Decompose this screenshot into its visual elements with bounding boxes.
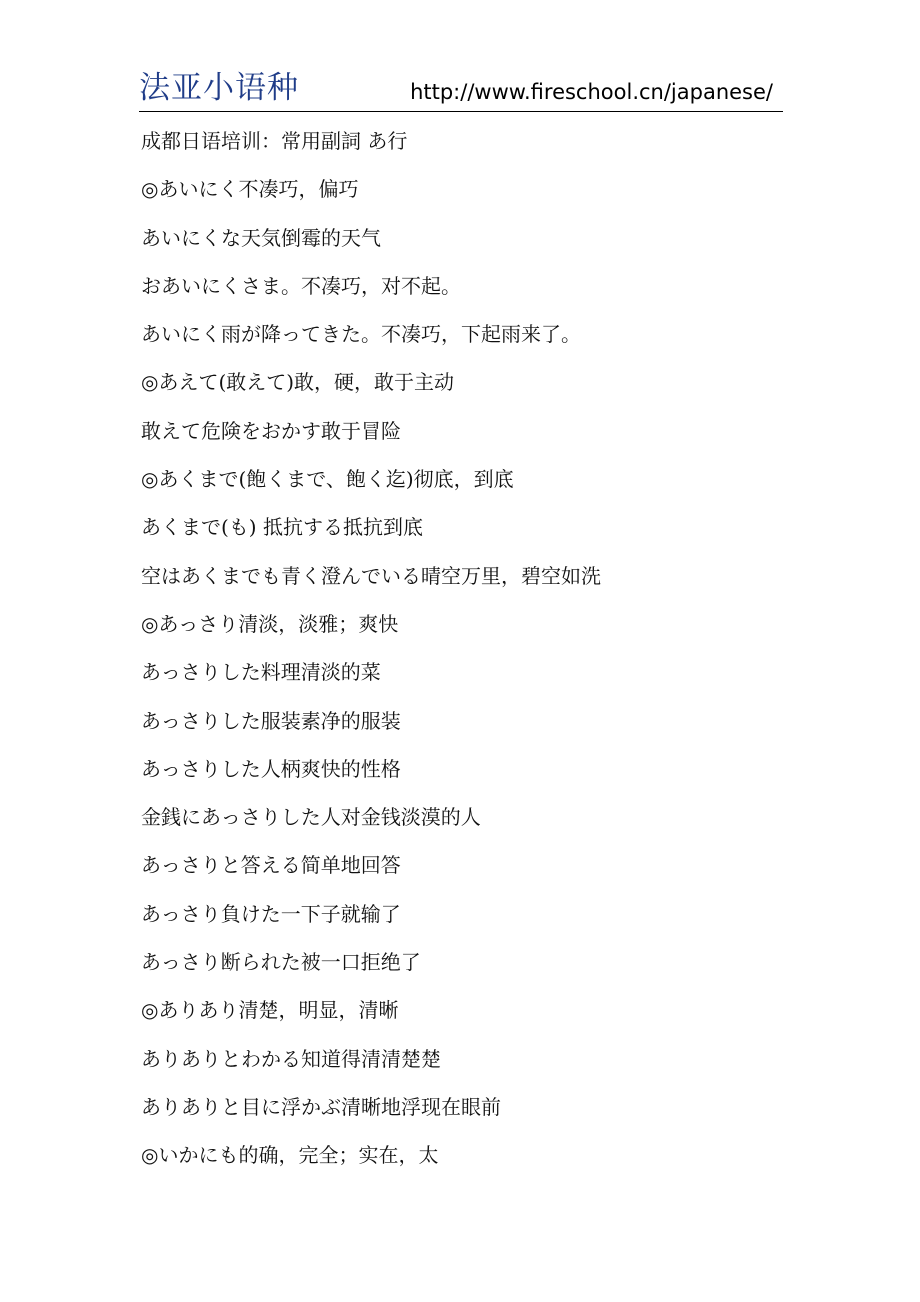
example-line: あいにくな天気倒霉的天气 xyxy=(141,225,381,250)
example-line: あっさりした人柄爽快的性格 xyxy=(141,756,401,781)
entry-heading-ainiku: ◎あいにく不凑巧，偏巧 xyxy=(141,177,359,202)
example-line: あっさりと答える简单地回答 xyxy=(141,853,401,878)
example-line: ありありと目に浮かぶ清晰地浮现在眼前 xyxy=(141,1094,501,1119)
brand-title: 法亚小语种 xyxy=(139,70,299,106)
example-line: あっさり断られた被一口拒绝了 xyxy=(141,950,421,975)
example-line: ありありとわかる知道得清清楚楚 xyxy=(141,1046,441,1071)
entry-heading-ikanimo: ◎いかにも的确，完全；实在，太 xyxy=(141,1143,439,1168)
document-body xyxy=(141,117,881,1180)
entry-heading-assari: ◎あっさり清淡，淡雅；爽快 xyxy=(141,611,399,636)
document-title: 成都日语培训：常用副詞 あ行 xyxy=(141,129,408,153)
example-line: おあいにくさま。不凑巧，对不起。 xyxy=(141,273,461,298)
example-line: あっさりした料理清淡的菜 xyxy=(141,660,381,685)
example-line: あっさりした服装素净的服装 xyxy=(141,708,401,733)
example-line: あくまで(も) 抵抗する抵抗到底 xyxy=(141,515,423,540)
example-line: あいにく雨が降ってきた。不凑巧，下起雨来了。 xyxy=(141,322,581,347)
example-line: 空はあくまでも青く澄んでいる晴空万里，碧空如洗 xyxy=(141,563,601,588)
entry-heading-aete: ◎あえて(敢えて)敢，硬，敢于主动 xyxy=(141,370,455,395)
entry-heading-akumade: ◎あくまで(飽くまで、飽く迄)彻底，到底 xyxy=(141,467,514,492)
example-line: あっさり負けた一下子就输了 xyxy=(141,901,401,926)
header-rule xyxy=(139,111,783,112)
header-url: http://www.fireschool.cn/japanese/ xyxy=(410,80,773,104)
example-line: 敢えて危険をおかす敢于冒险 xyxy=(141,418,401,443)
page-header xyxy=(139,62,783,112)
example-line: 金銭にあっさりした人对金钱淡漠的人 xyxy=(141,805,481,830)
entry-heading-ariari: ◎ありあり清楚，明显，清晰 xyxy=(141,998,399,1023)
